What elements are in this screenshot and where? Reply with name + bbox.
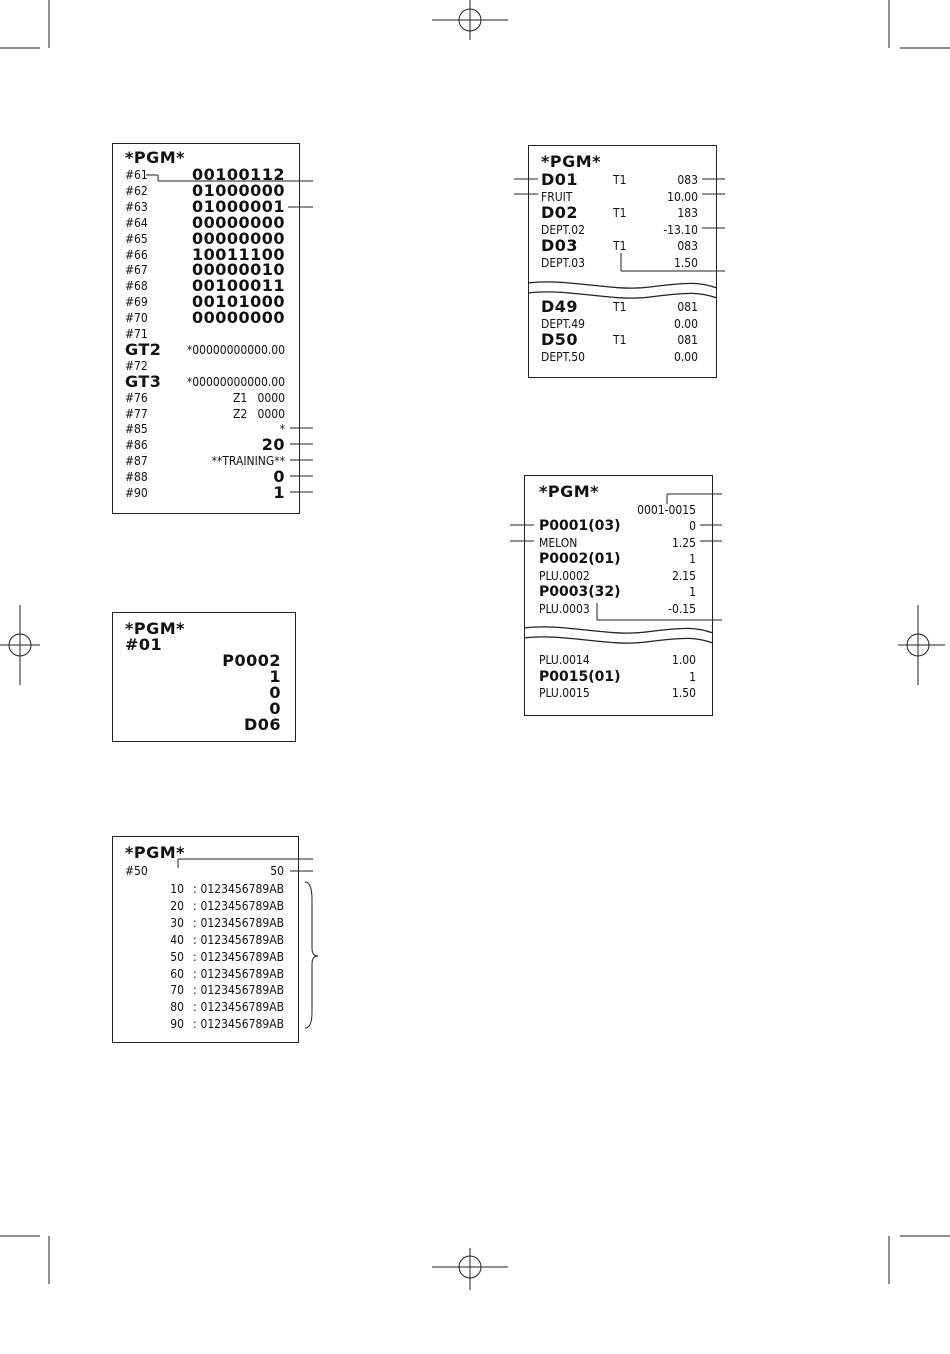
department-value: 083 (677, 239, 698, 253)
plu-name: PLU.0014 (539, 653, 590, 667)
setting-value: 0 (273, 467, 285, 487)
plu-value: -0.15 (668, 601, 696, 616)
receipt-range: 0001-0015 (637, 503, 696, 517)
setting-value: 00101000 (191, 292, 285, 312)
setting-value: 00000000 (191, 228, 285, 248)
setting-value: 20 (261, 435, 285, 455)
message-row-colon: : (193, 1017, 197, 1032)
plu-value: 1 (689, 585, 696, 599)
receipt-label: #50 (125, 864, 148, 878)
department-tax: T1 (613, 333, 627, 347)
message-row-number: 40 (170, 932, 184, 947)
department-name: FRUIT (541, 189, 573, 204)
setting-label: #64 (125, 215, 148, 230)
receipt-title: *PGM* (125, 619, 186, 638)
department-value: 081 (677, 300, 698, 314)
setting-label: #87 (125, 454, 148, 469)
function-value: P0002 (222, 651, 281, 670)
plu-value: 1.00 (671, 653, 696, 667)
receipt-function-key (112, 612, 296, 742)
receipt-departments-top (528, 145, 717, 287)
department-name: D49 (541, 297, 579, 316)
setting-value: 00100112 (191, 165, 285, 184)
plu-name: PLU.0003 (539, 601, 590, 616)
department-name: D50 (541, 330, 579, 349)
plu-name: MELON (539, 535, 578, 550)
setting-label: GT2 (125, 339, 162, 359)
plu-name: PLU.0015 (539, 686, 590, 700)
plu-name: P0001(03) (539, 518, 621, 534)
department-value: 10.00 (667, 189, 698, 204)
function-value: 0 (269, 699, 281, 718)
department-name: DEPT.50 (541, 349, 585, 364)
setting-label: #72 (125, 358, 148, 373)
setting-label: #76 (125, 390, 148, 405)
plu-name: P0003(32) (539, 584, 621, 600)
message-row-colon: : (193, 966, 197, 981)
setting-label: #71 (125, 327, 148, 341)
setting-value: 00100011 (191, 276, 285, 296)
setting-label: #85 (125, 422, 148, 437)
setting-label: #63 (125, 199, 148, 214)
setting-value: * (279, 422, 285, 437)
receipt-title: *PGM* (541, 152, 602, 171)
setting-value: 00000010 (191, 260, 285, 280)
setting-value: 01000000 (191, 180, 285, 200)
setting-label: GT3 (125, 371, 162, 391)
setting-value: *00000000000.00 (186, 342, 285, 357)
setting-label: #69 (125, 295, 148, 310)
message-row-number: 60 (170, 966, 184, 981)
receipt-system-settings (112, 143, 300, 514)
setting-value: 00000000 (191, 212, 285, 232)
setting-value: Z2 0000 (232, 406, 285, 421)
message-row-chars: 0123456789AB (200, 949, 284, 964)
department-tax: T1 (613, 206, 627, 220)
setting-value: 01000001 (191, 196, 285, 216)
message-row-chars: 0123456789AB (200, 1000, 284, 1015)
setting-label: #62 (125, 183, 148, 198)
setting-value: *00000000000.00 (186, 374, 285, 389)
message-row-colon: : (193, 932, 197, 947)
plu-value: 1 (689, 552, 696, 566)
setting-label: #67 (125, 263, 148, 278)
department-name: DEPT.03 (541, 255, 585, 270)
setting-label: #66 (125, 247, 148, 262)
setting-label: #90 (125, 486, 148, 500)
message-row-chars: 0123456789AB (200, 983, 284, 998)
department-name: DEPT.49 (541, 316, 585, 331)
department-value: 0.00 (673, 316, 698, 331)
message-row-colon: : (193, 915, 197, 930)
setting-label: #86 (125, 438, 148, 453)
receipt-title: *PGM* (125, 148, 186, 167)
message-row-colon: : (193, 949, 197, 964)
setting-value: **TRAINING** (211, 454, 285, 469)
department-value: 083 (677, 173, 698, 187)
function-value: 0 (269, 683, 281, 702)
message-row-chars: 0123456789AB (200, 882, 284, 896)
receipt-plu-top (524, 475, 713, 632)
message-row-chars: 0123456789AB (200, 932, 284, 947)
plu-value: 2.15 (671, 568, 696, 583)
message-row-chars: 0123456789AB (200, 966, 284, 981)
department-tax: T1 (613, 173, 627, 187)
setting-label: #61 (125, 168, 148, 182)
message-row-colon: : (193, 1000, 197, 1015)
message-row-chars: 0123456789AB (200, 898, 284, 913)
receipt-departments-bottom (528, 287, 717, 378)
message-row-number: 90 (170, 1017, 184, 1032)
setting-value: 00000000 (191, 308, 285, 328)
message-row-number: 50 (170, 949, 184, 964)
plu-value: 1.25 (671, 535, 696, 550)
receipt-title: *PGM* (125, 843, 186, 862)
plu-name: PLU.0002 (539, 568, 590, 583)
department-value: 1.50 (673, 255, 698, 270)
department-name: D03 (541, 236, 579, 255)
department-value: 081 (677, 333, 698, 347)
function-value: D06 (243, 715, 281, 734)
department-name: D01 (541, 170, 579, 189)
message-row-number: 30 (170, 915, 184, 930)
setting-label: #88 (125, 470, 148, 485)
setting-label: #68 (125, 279, 148, 294)
setting-label: #65 (125, 231, 148, 246)
setting-label: #77 (125, 406, 148, 421)
message-row-number: 80 (170, 1000, 184, 1015)
department-tax: T1 (613, 300, 627, 314)
receipt-title: *PGM* (539, 482, 600, 501)
message-row-number: 70 (170, 983, 184, 998)
department-value: 183 (677, 206, 698, 220)
plu-value: 1.50 (671, 686, 696, 700)
department-tax: T1 (613, 239, 627, 253)
department-value: -13.10 (663, 222, 698, 237)
setting-value: 10011100 (191, 244, 285, 264)
message-row-colon: : (193, 983, 197, 998)
message-row-colon: : (193, 882, 197, 896)
plu-value: 1 (689, 669, 696, 684)
receipt-value: 50 (270, 864, 284, 878)
receipt-logo-message (112, 836, 299, 1043)
message-row-number: 10 (170, 882, 184, 896)
message-row-number: 20 (170, 898, 184, 913)
receipt-code: #01 (125, 635, 163, 654)
department-name: D02 (541, 203, 579, 222)
plu-name: P0002(01) (539, 551, 621, 567)
message-row-chars: 0123456789AB (200, 915, 284, 930)
receipt-plu-bottom (524, 632, 713, 716)
department-name: DEPT.02 (541, 222, 585, 237)
function-value: 1 (269, 667, 281, 686)
plu-value: 0 (689, 519, 696, 533)
message-row-chars: 0123456789AB (200, 1017, 284, 1032)
setting-value: 1 (273, 483, 285, 502)
department-value: 0.00 (673, 349, 698, 364)
setting-label: #70 (125, 311, 148, 326)
message-row-colon: : (193, 898, 197, 913)
setting-value: Z1 0000 (232, 390, 285, 405)
plu-name: P0015(01) (539, 668, 621, 685)
